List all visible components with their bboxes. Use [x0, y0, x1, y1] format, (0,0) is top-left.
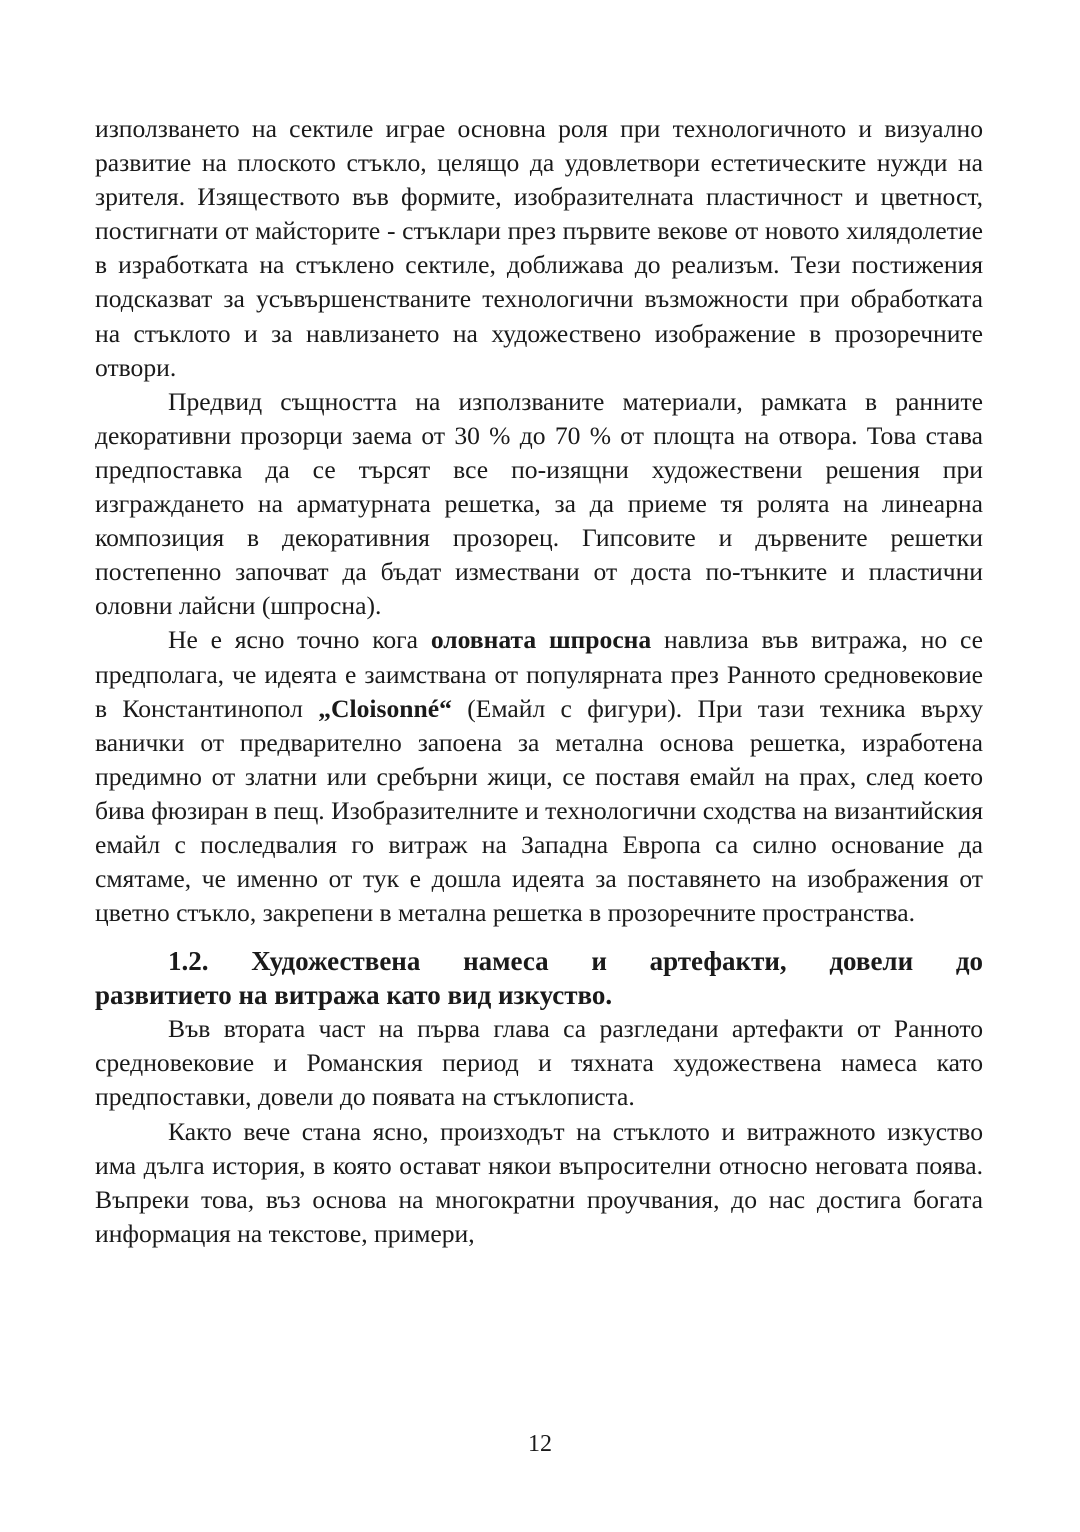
text-segment: Във втората част на първа глава са разгледани артефакти от Ранното средновековие и Романския период и тяхната художествена намеса като предпоставки, довели до появата на стъклописта.	[95, 1014, 983, 1112]
paragraph-5	[95, 1115, 983, 1251]
body-text	[95, 112, 983, 1251]
paragraph-4	[95, 1012, 983, 1114]
paragraph-1	[95, 112, 983, 385]
text-segment: навлиза във витража, но се предполага, че идеята е заимствана от популярната през Ранното средновековие в Константинопол	[95, 625, 983, 723]
section-heading-line-2: развитието на витража като вид изкуство.	[95, 980, 613, 1011]
text-segment: използването на сектиле играе основна роля при технологичното и визуално развитие на плоското стъкло, целящо да удовлетвори естетическите нужди на зрителя. Изяществото във формите, изобразителната пластичност и цветност, постигнати от майсторите - стъклари през първите векове от новото хилядолетие в изработката на стъклено сектиле, доближава до реализъм. Тези постижения подсказват за усъвършенстваните технологични възможности при обработката на стъклото и за навлизането на художествено изображение в прозоречните отвори.	[95, 114, 983, 382]
text-segment: Не е ясно точно кога	[168, 625, 431, 655]
page-number: 12	[528, 1431, 552, 1457]
paragraph-2	[95, 385, 983, 624]
bold-term-lead-came: оловната шпросна	[430, 625, 652, 655]
bold-term-cloisonne: „Cloisonné“	[318, 693, 452, 723]
text-segment: (Емайл с фигури). При тази техника върху ванички от предварително запоена за метална основа решетка, изработена предимно от златни или сребърни жици, се поставя емайл на прах, след което бива фюзиран в пещ. Изобразителните и технологични сходства на византийския емайл с последвалия го витраж на Западна Европа са силно основание да смятаме, че именно от тук е дошла идеята за поставянето на изображения от цветно стъкло, закрепени в метална решетка в прозоречните пространства.	[95, 693, 983, 928]
text-segment: Както вече стана ясно, произходът на стъклото и витражното изкуство има дълга история, в която остават някои въпросителни относно неговата поява. Въпреки това, въз основа на многократни проучвания, до нас достига богата информация на текстове, примери,	[95, 1116, 983, 1248]
section-heading-line-1: 1.2. Художествена намеса и артефакти, довели до	[168, 946, 983, 977]
paragraph-3	[95, 623, 983, 930]
section-heading	[95, 944, 983, 1012]
text-segment: Предвид същността на използваните материали, рамката в ранните декоративни прозорци заема от 30 % до 70 % от площта на отвора. Това става предпоставка да се търсят все по-изящни художествени решения при изграждането на арматурната решетка, за да приеме тя ролята на линеарна композиция в декоративния прозорец. Гипсовите и дървените решетки постепенно започват да бъдат измествани от доста по-тънките и пластични оловни лайсни (шпросна).	[95, 386, 983, 621]
